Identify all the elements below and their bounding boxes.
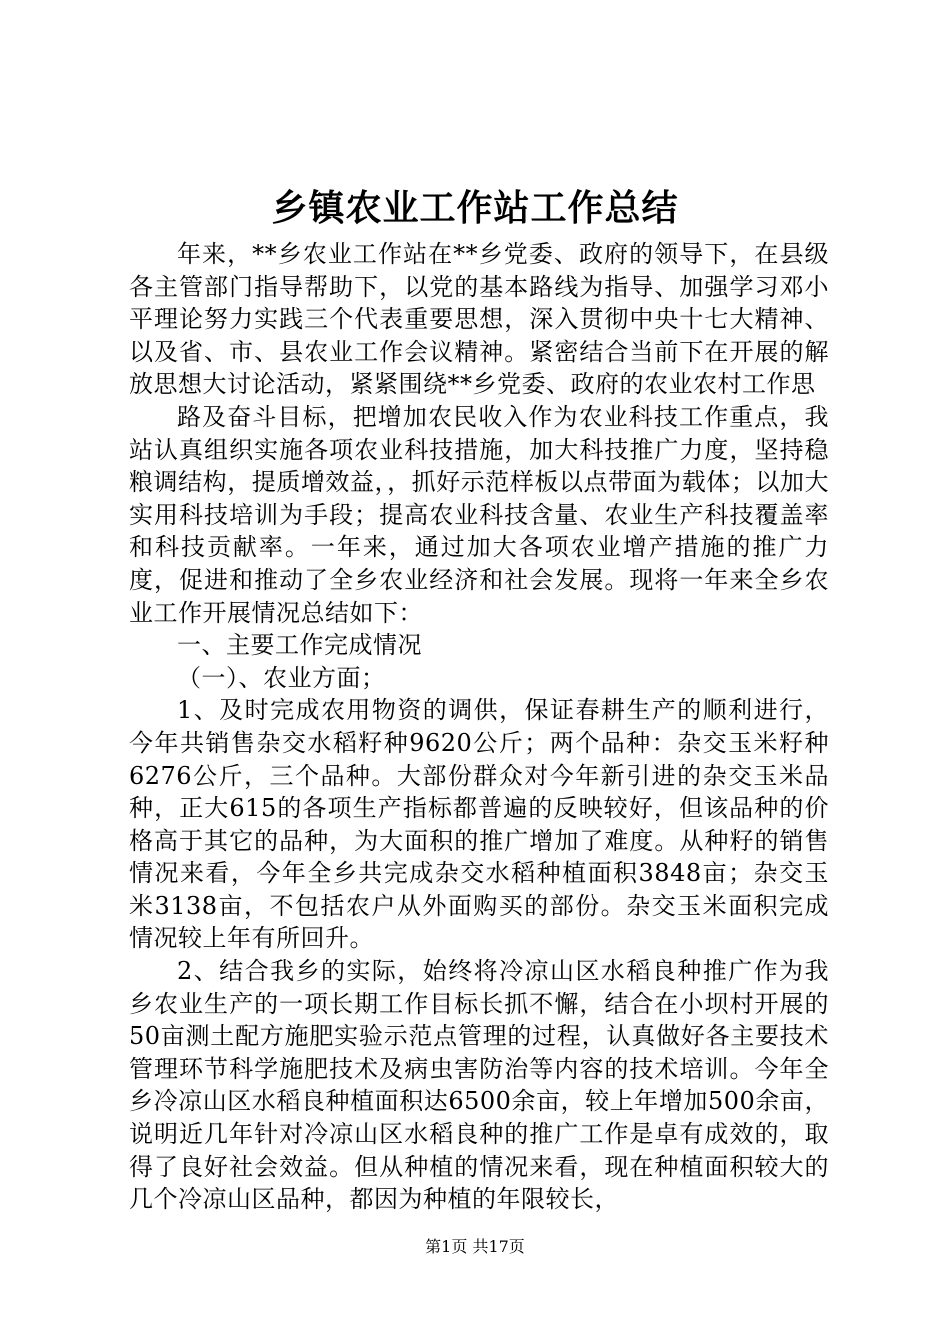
paragraph-item-1: 1、及时完成农用物资的调供，保证春耕生产的顺利进行，今年共销售杂交水稻籽种9620公斤；两个品种：杂交玉米籽种6276公斤，三个品种。大部份群众对今年新引进的杂交玉米品种，正大615的各项生产指标都普遍的反映较好，但该品种的价格高于其它的品种，为大面积的推广增加了难度。从种籽的销售情况来看，今年全乡共完成杂交水稻种植面积3848亩；杂交玉米3138亩，不包括农户从外面购买的部份。杂交玉米面积完成情况较上年有所回升。 xyxy=(129,696,829,953)
page-footer: 第1页 共17页 xyxy=(425,1237,525,1256)
paragraph-intro: 年来，**乡农业工作站在**乡党委、政府的领导下，在县级各主管部门指导帮助下，以党的基本路线为指导、加强学习邓小平理论努力实践三个代表重要思想，深入贯彻中央十七大精神、以及省、市、县农业工作会议精神。紧密结合当前下在开展的解放思想大讨论活动，紧紧围绕**乡党委、政府的农业农村工作思 xyxy=(129,240,829,399)
paragraph-item-2: 2、结合我乡的实际，始终将冷凉山区水稻良种推广作为我乡农业生产的一项长期工作目标长抓不懈，结合在小坝村开展的50亩测土配方施肥实验示范点管理的过程，认真做好各主要技术管理环节科学施肥技术及病虫害防治等内容的技术培训。今年全乡冷凉山区水稻良种植面积达6500余亩，较上年增加500余亩，说明近几年针对冷凉山区水稻良种的推广工作是卓有成效的，取得了良好社会效益。但从种植的情况来看，现在种植面积较大的几个冷凉山区品种，都因为种植的年限较长， xyxy=(129,957,829,1214)
section-heading: 一、主要工作完成情况 xyxy=(177,631,422,660)
paragraph-goals: 路及奋斗目标，把增加农民收入作为农业科技工作重点，我站认真组织实施各项农业科技措施，加大科技推广力度，坚持稳粮调结构，提质增效益，，抓好示范样板以点带面为载体；以加大实用科技培训为手段；提高农业科技含量、农业生产科技覆盖率和科技贡献率。一年来，通过加大各项农业增产措施的推广力度，促进和推动了全乡农业经济和社会发展。现将一年来全乡农业工作开展情况总结如下： xyxy=(129,402,829,627)
document-title: 乡镇农业工作站工作总结 xyxy=(271,187,679,229)
subsection-heading: （一）、农业方面； xyxy=(177,663,386,692)
document-body xyxy=(129,238,829,1216)
